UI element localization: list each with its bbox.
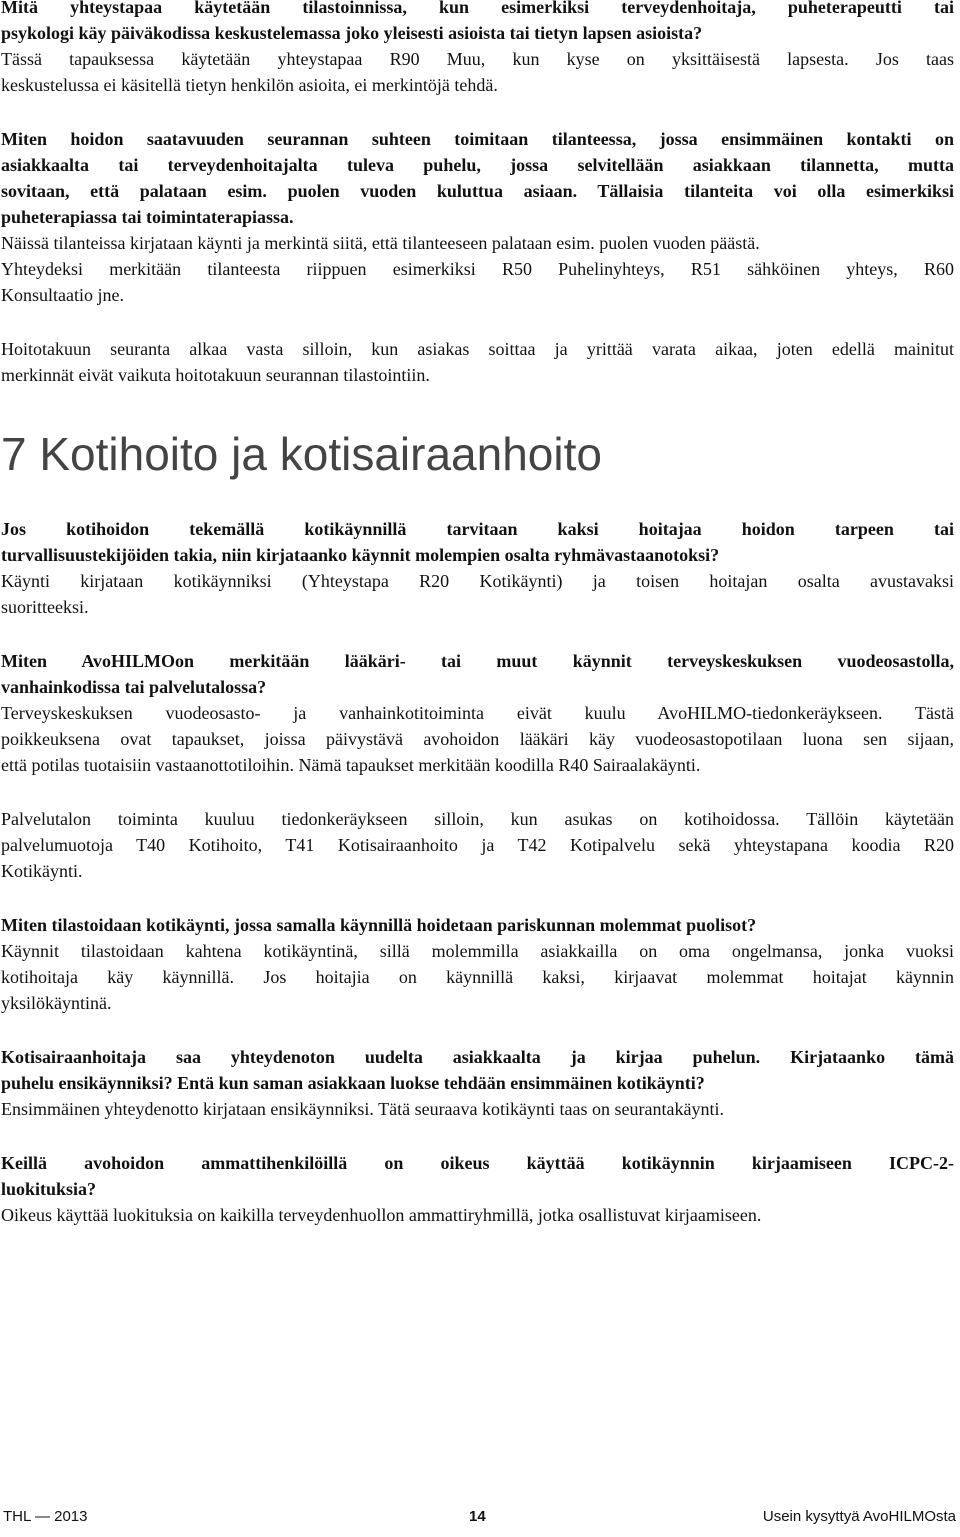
answer-line: Yhteydeksi merkitään tilanteesta riippuen esimerkiksi R50 Puhelinyhteys, R51 sähköinen yhteys, R60 [1,259,954,279]
paragraph-gap [1,1016,954,1044]
paragraph [1,336,954,388]
answer-line: palvelumuotoja T40 Kotihoito, T41 Kotisairaanhoito ja T42 Kotipalvelu sekä yhteystapana koodia R20 [1,835,954,855]
section-heading: 7 Kotihoito ja kotisairaanhoito [1,428,602,480]
question-line: puheterapiassa tai toimintaterapiassa. [1,207,294,227]
answer-line: Näissä tilanteissa kirjataan käynti ja merkintä siitä, että tilanteeseen palataan esim. puolen vuoden päästä. [1,233,760,253]
paragraph-gap [1,620,954,648]
paragraph-gap [1,1122,954,1150]
answer-line: Käynnit tilastoidaan kahtena kotikäyntinä, sillä molemmilla asiakkailla on oma ongelmansa, jonka vuoksi [1,941,954,961]
paragraph [1,126,954,308]
paragraph-gap [1,480,954,516]
paragraph-gap [1,98,954,126]
question-line: turvallisuustekijöiden takia, niin kirjataanko käynnit molempien osalta ryhmävastaanotoksi? [1,545,720,565]
paragraph [1,1044,954,1122]
paragraph [1,1150,954,1228]
question-line: psykologi käy päiväkodissa keskustelemassa joko yleisesti asioista tai tietyn lapsen asioista? [1,23,703,43]
paragraph-gap [1,884,954,912]
question-line: Miten tilastoidaan kotikäynti, jossa samalla käynnillä hoidetaan pariskunnan molemmat puolisot? [1,915,757,935]
question-line: puhelu ensikäynniksi? Entä kun saman asiakkaan luokse tehdään ensimmäinen kotikäynti? [1,1073,705,1093]
answer-line: Oikeus käyttää luokituksia on kaikilla terveydenhuollon ammattiryhmillä, jotka osallistuvat kirjaamiseen. [1,1205,762,1225]
question-line: asiakkaalta tai terveydenhoitajalta tuleva puhelu, jossa selvitellään asiakkaan tilannetta, mutta [1,155,954,175]
answer-line: yksilökäyntinä. [1,993,112,1013]
answer-line: Tässä tapauksessa käytetään yhteystapaa R90 Muu, kun kyse on yksittäisestä lapsesta. Jos taas [1,49,954,69]
paragraph [1,806,954,884]
footer-publisher: THL — 2013 [3,1508,88,1525]
answer-line: Ensimmäinen yhteydenotto kirjataan ensikäynniksi. Tätä seuraava kotikäynti taas on seurantakäynti. [1,1099,724,1119]
question-line: luokituksia? [1,1179,97,1199]
question-line: Kotisairaanhoitaja saa yhteydenoton uudelta asiakkaalta ja kirjaa puhelun. Kirjataanko tämä [1,1047,954,1067]
document-page [1,0,954,1228]
answer-line: poikkeuksena ovat tapaukset, joissa päivystävä avohoidon lääkäri käy vuodeosastopotilaan luona sen sijaan, [1,729,954,749]
paragraph [1,516,954,620]
paragraph-gap [1,778,954,806]
question-line: Miten AvoHILMOon merkitään lääkäri- tai muut käynnit terveyskeskuksen vuodeosastolla, [1,651,954,671]
answer-line: että potilas tuotaisiin vastaanottotiloihin. Nämä tapaukset merkitään koodilla R40 Sairaalakäynti. [1,755,701,775]
paragraph-gap [1,388,954,428]
answer-line: Hoitotakuun seuranta alkaa vasta silloin, kun asiakas soittaa ja yrittää varata aikaa, joten edellä mainitut [1,339,954,359]
answer-line: Kotikäynti. [1,861,83,881]
answer-line: Konsultaatio jne. [1,285,124,305]
footer-title: Usein kysyttyä AvoHILMOsta [762,1508,956,1525]
paragraph [1,648,954,778]
answer-line: suoritteeksi. [1,597,89,617]
page-number: 14 [469,1508,486,1525]
question-line: Keillä avohoidon ammattihenkilöillä on oikeus käyttää kotikäynnin kirjaamiseen ICPC-2- [1,1153,954,1173]
question-line: sovitaan, että palataan esim. puolen vuoden kuluttua asiaan. Tällaisia tilanteita voi olla esimerkiksi [1,181,954,201]
question-line: vanhainkodissa tai palvelutalossa? [1,677,267,697]
question-line: Mitä yhteystapaa käytetään tilastoinnissa, kun esimerkiksi terveydenhoitaja, puheterapeutti tai [1,0,954,17]
answer-line: Palvelutalon toiminta kuuluu tiedonkeräykseen silloin, kun asukas on kotihoidossa. Tällöin käytetään [1,809,954,829]
paragraph [1,0,954,98]
paragraph-gap [1,308,954,336]
answer-line: kotihoitaja käy käynnillä. Jos hoitajia on käynnillä kaksi, kirjaavat molemmat hoitajat käynnin [1,967,954,987]
question-line: Miten hoidon saatavuuden seurannan suhteen toimitaan tilanteessa, jossa ensimmäinen kontakti on [1,129,954,149]
question-line: Jos kotihoidon tekemällä kotikäynnillä tarvitaan kaksi hoitajaa hoidon tarpeen tai [1,519,954,539]
answer-line: Terveyskeskuksen vuodeosasto- ja vanhainkotitoiminta eivät kuulu AvoHILMO-tiedonkeräykseen. Tästä [1,703,954,723]
answer-line: Käynti kirjataan kotikäynniksi (Yhteystapa R20 Kotikäynti) ja toisen hoitajan osalta avustavaksi [1,571,954,591]
paragraph [1,912,954,1016]
answer-line: keskustelussa ei käsitellä tietyn henkilön asioita, ei merkintöjä tehdä. [1,75,498,95]
answer-line: merkinnät eivät vaikuta hoitotakuun seurannan tilastointiin. [1,365,430,385]
